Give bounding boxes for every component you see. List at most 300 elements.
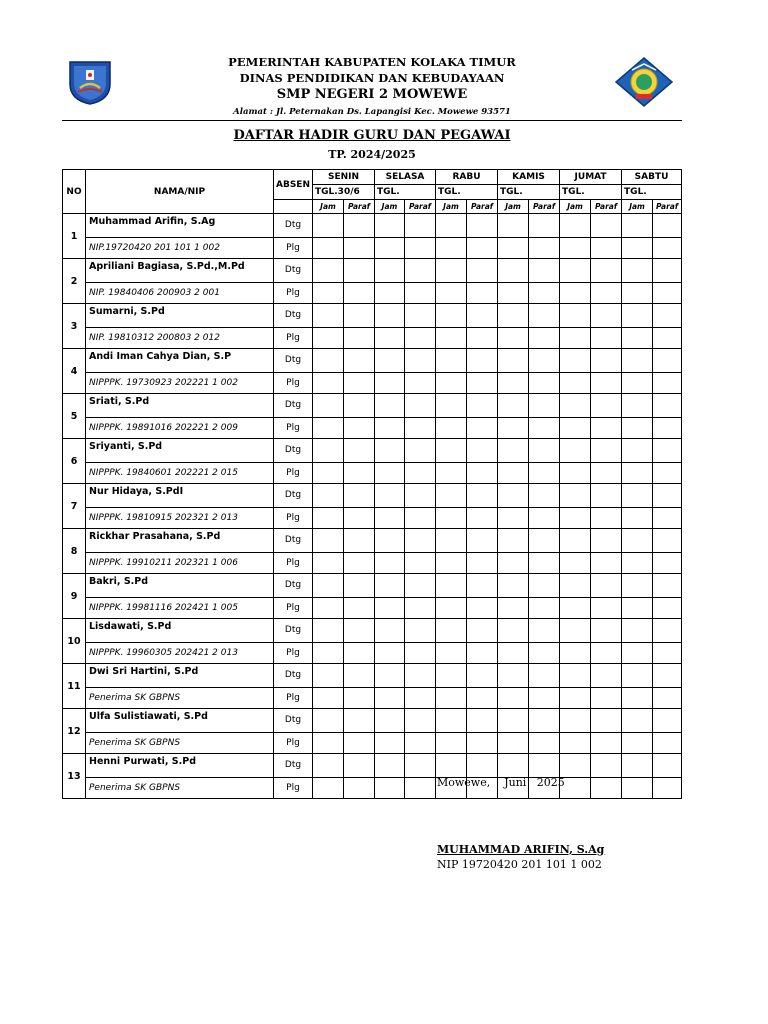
jam-cell[interactable] xyxy=(498,642,529,664)
jam-cell[interactable] xyxy=(313,484,344,508)
jam-cell[interactable] xyxy=(436,259,467,283)
paraf-cell[interactable] xyxy=(591,709,622,733)
jam-cell[interactable] xyxy=(560,732,591,754)
paraf-cell[interactable] xyxy=(529,529,560,553)
jam-cell[interactable] xyxy=(375,394,405,418)
jam-cell[interactable] xyxy=(498,282,529,304)
paraf-cell[interactable] xyxy=(344,642,375,664)
paraf-cell[interactable] xyxy=(653,687,682,709)
paraf-cell[interactable] xyxy=(591,394,622,418)
jam-cell[interactable] xyxy=(498,619,529,643)
jam-cell[interactable] xyxy=(622,574,653,598)
jam-cell[interactable] xyxy=(436,732,467,754)
paraf-cell[interactable] xyxy=(591,282,622,304)
paraf-cell[interactable] xyxy=(591,259,622,283)
jam-cell[interactable] xyxy=(498,597,529,619)
jam-cell[interactable] xyxy=(436,237,467,259)
jam-cell[interactable] xyxy=(498,507,529,529)
paraf-cell[interactable] xyxy=(653,709,682,733)
paraf-cell[interactable] xyxy=(529,754,560,778)
paraf-cell[interactable] xyxy=(653,214,682,238)
paraf-cell[interactable] xyxy=(405,372,436,394)
jam-cell[interactable] xyxy=(313,529,344,553)
paraf-cell[interactable] xyxy=(405,574,436,598)
paraf-cell[interactable] xyxy=(653,439,682,463)
paraf-cell[interactable] xyxy=(591,214,622,238)
paraf-cell[interactable] xyxy=(405,709,436,733)
paraf-cell[interactable] xyxy=(344,237,375,259)
paraf-cell[interactable] xyxy=(344,417,375,439)
paraf-cell[interactable] xyxy=(344,484,375,508)
jam-cell[interactable] xyxy=(560,597,591,619)
paraf-cell[interactable] xyxy=(591,327,622,349)
jam-cell[interactable] xyxy=(498,529,529,553)
paraf-cell[interactable] xyxy=(405,754,436,778)
jam-cell[interactable] xyxy=(313,282,344,304)
jam-cell[interactable] xyxy=(436,484,467,508)
jam-cell[interactable] xyxy=(498,349,529,373)
paraf-cell[interactable] xyxy=(405,417,436,439)
jam-cell[interactable] xyxy=(375,282,405,304)
paraf-cell[interactable] xyxy=(529,304,560,328)
paraf-cell[interactable] xyxy=(653,484,682,508)
paraf-cell[interactable] xyxy=(467,552,498,574)
jam-cell[interactable] xyxy=(498,259,529,283)
paraf-cell[interactable] xyxy=(405,619,436,643)
paraf-cell[interactable] xyxy=(591,552,622,574)
jam-cell[interactable] xyxy=(313,394,344,418)
paraf-cell[interactable] xyxy=(344,439,375,463)
paraf-cell[interactable] xyxy=(467,327,498,349)
jam-cell[interactable] xyxy=(622,597,653,619)
jam-cell[interactable] xyxy=(375,439,405,463)
paraf-cell[interactable] xyxy=(405,507,436,529)
paraf-cell[interactable] xyxy=(405,439,436,463)
jam-cell[interactable] xyxy=(498,462,529,484)
paraf-cell[interactable] xyxy=(344,507,375,529)
paraf-cell[interactable] xyxy=(529,732,560,754)
jam-cell[interactable] xyxy=(313,574,344,598)
paraf-cell[interactable] xyxy=(529,597,560,619)
jam-cell[interactable] xyxy=(560,259,591,283)
paraf-cell[interactable] xyxy=(405,304,436,328)
jam-cell[interactable] xyxy=(313,619,344,643)
paraf-cell[interactable] xyxy=(529,372,560,394)
jam-cell[interactable] xyxy=(375,462,405,484)
jam-cell[interactable] xyxy=(436,462,467,484)
jam-cell[interactable] xyxy=(313,237,344,259)
jam-cell[interactable] xyxy=(560,282,591,304)
paraf-cell[interactable] xyxy=(344,664,375,688)
jam-cell[interactable] xyxy=(436,597,467,619)
jam-cell[interactable] xyxy=(498,754,529,778)
paraf-cell[interactable] xyxy=(529,327,560,349)
paraf-cell[interactable] xyxy=(467,754,498,778)
paraf-cell[interactable] xyxy=(529,282,560,304)
jam-cell[interactable] xyxy=(622,327,653,349)
jam-cell[interactable] xyxy=(375,259,405,283)
jam-cell[interactable] xyxy=(375,484,405,508)
paraf-cell[interactable] xyxy=(529,552,560,574)
paraf-cell[interactable] xyxy=(653,754,682,778)
paraf-cell[interactable] xyxy=(653,664,682,688)
paraf-cell[interactable] xyxy=(405,687,436,709)
paraf-cell[interactable] xyxy=(344,394,375,418)
jam-cell[interactable] xyxy=(560,327,591,349)
paraf-cell[interactable] xyxy=(344,462,375,484)
paraf-cell[interactable] xyxy=(344,529,375,553)
jam-cell[interactable] xyxy=(622,664,653,688)
jam-cell[interactable] xyxy=(375,574,405,598)
jam-cell[interactable] xyxy=(375,372,405,394)
jam-cell[interactable] xyxy=(560,619,591,643)
jam-cell[interactable] xyxy=(436,687,467,709)
paraf-cell[interactable] xyxy=(467,732,498,754)
jam-cell[interactable] xyxy=(560,349,591,373)
jam-cell[interactable] xyxy=(436,304,467,328)
paraf-cell[interactable] xyxy=(529,619,560,643)
paraf-cell[interactable] xyxy=(529,237,560,259)
paraf-cell[interactable] xyxy=(529,349,560,373)
paraf-cell[interactable] xyxy=(591,777,622,799)
jam-cell[interactable] xyxy=(622,304,653,328)
paraf-cell[interactable] xyxy=(653,282,682,304)
paraf-cell[interactable] xyxy=(344,619,375,643)
jam-cell[interactable] xyxy=(375,349,405,373)
jam-cell[interactable] xyxy=(498,417,529,439)
paraf-cell[interactable] xyxy=(653,597,682,619)
jam-cell[interactable] xyxy=(622,529,653,553)
jam-cell[interactable] xyxy=(313,664,344,688)
jam-cell[interactable] xyxy=(560,552,591,574)
paraf-cell[interactable] xyxy=(344,754,375,778)
jam-cell[interactable] xyxy=(560,394,591,418)
jam-cell[interactable] xyxy=(436,529,467,553)
paraf-cell[interactable] xyxy=(653,394,682,418)
paraf-cell[interactable] xyxy=(467,237,498,259)
paraf-cell[interactable] xyxy=(591,732,622,754)
jam-cell[interactable] xyxy=(560,214,591,238)
jam-cell[interactable] xyxy=(560,574,591,598)
jam-cell[interactable] xyxy=(313,327,344,349)
paraf-cell[interactable] xyxy=(467,259,498,283)
paraf-cell[interactable] xyxy=(591,484,622,508)
paraf-cell[interactable] xyxy=(467,529,498,553)
jam-cell[interactable] xyxy=(560,664,591,688)
paraf-cell[interactable] xyxy=(405,214,436,238)
jam-cell[interactable] xyxy=(375,664,405,688)
jam-cell[interactable] xyxy=(622,462,653,484)
paraf-cell[interactable] xyxy=(344,214,375,238)
paraf-cell[interactable] xyxy=(344,282,375,304)
jam-cell[interactable] xyxy=(375,777,405,799)
paraf-cell[interactable] xyxy=(653,529,682,553)
jam-cell[interactable] xyxy=(498,327,529,349)
jam-cell[interactable] xyxy=(498,552,529,574)
jam-cell[interactable] xyxy=(560,484,591,508)
jam-cell[interactable] xyxy=(436,327,467,349)
jam-cell[interactable] xyxy=(436,394,467,418)
paraf-cell[interactable] xyxy=(467,619,498,643)
paraf-cell[interactable] xyxy=(529,709,560,733)
jam-cell[interactable] xyxy=(313,687,344,709)
jam-cell[interactable] xyxy=(313,642,344,664)
jam-cell[interactable] xyxy=(560,237,591,259)
paraf-cell[interactable] xyxy=(529,417,560,439)
jam-cell[interactable] xyxy=(313,304,344,328)
paraf-cell[interactable] xyxy=(529,484,560,508)
paraf-cell[interactable] xyxy=(405,664,436,688)
paraf-cell[interactable] xyxy=(653,462,682,484)
jam-cell[interactable] xyxy=(375,709,405,733)
paraf-cell[interactable] xyxy=(653,642,682,664)
paraf-cell[interactable] xyxy=(591,507,622,529)
paraf-cell[interactable] xyxy=(653,619,682,643)
jam-cell[interactable] xyxy=(498,574,529,598)
paraf-cell[interactable] xyxy=(344,259,375,283)
paraf-cell[interactable] xyxy=(405,484,436,508)
jam-cell[interactable] xyxy=(498,304,529,328)
paraf-cell[interactable] xyxy=(591,529,622,553)
jam-cell[interactable] xyxy=(560,529,591,553)
jam-cell[interactable] xyxy=(560,709,591,733)
paraf-cell[interactable] xyxy=(591,687,622,709)
paraf-cell[interactable] xyxy=(405,552,436,574)
paraf-cell[interactable] xyxy=(653,259,682,283)
jam-cell[interactable] xyxy=(622,349,653,373)
jam-cell[interactable] xyxy=(436,574,467,598)
jam-cell[interactable] xyxy=(622,394,653,418)
paraf-cell[interactable] xyxy=(344,709,375,733)
jam-cell[interactable] xyxy=(313,552,344,574)
jam-cell[interactable] xyxy=(436,642,467,664)
paraf-cell[interactable] xyxy=(467,282,498,304)
jam-cell[interactable] xyxy=(375,552,405,574)
jam-cell[interactable] xyxy=(313,259,344,283)
paraf-cell[interactable] xyxy=(405,462,436,484)
jam-cell[interactable] xyxy=(622,439,653,463)
jam-cell[interactable] xyxy=(498,439,529,463)
jam-cell[interactable] xyxy=(436,372,467,394)
jam-cell[interactable] xyxy=(560,507,591,529)
jam-cell[interactable] xyxy=(375,304,405,328)
jam-cell[interactable] xyxy=(498,237,529,259)
paraf-cell[interactable] xyxy=(529,439,560,463)
jam-cell[interactable] xyxy=(498,732,529,754)
paraf-cell[interactable] xyxy=(653,327,682,349)
jam-cell[interactable] xyxy=(436,754,467,778)
paraf-cell[interactable] xyxy=(529,214,560,238)
jam-cell[interactable] xyxy=(622,619,653,643)
jam-cell[interactable] xyxy=(313,439,344,463)
jam-cell[interactable] xyxy=(313,372,344,394)
paraf-cell[interactable] xyxy=(653,732,682,754)
paraf-cell[interactable] xyxy=(591,349,622,373)
paraf-cell[interactable] xyxy=(344,372,375,394)
paraf-cell[interactable] xyxy=(529,664,560,688)
jam-cell[interactable] xyxy=(313,349,344,373)
paraf-cell[interactable] xyxy=(344,777,375,799)
jam-cell[interactable] xyxy=(375,529,405,553)
paraf-cell[interactable] xyxy=(467,484,498,508)
paraf-cell[interactable] xyxy=(405,394,436,418)
paraf-cell[interactable] xyxy=(467,417,498,439)
jam-cell[interactable] xyxy=(498,372,529,394)
paraf-cell[interactable] xyxy=(591,372,622,394)
paraf-cell[interactable] xyxy=(467,372,498,394)
jam-cell[interactable] xyxy=(560,642,591,664)
jam-cell[interactable] xyxy=(498,394,529,418)
paraf-cell[interactable] xyxy=(405,327,436,349)
jam-cell[interactable] xyxy=(375,597,405,619)
paraf-cell[interactable] xyxy=(591,664,622,688)
paraf-cell[interactable] xyxy=(591,574,622,598)
jam-cell[interactable] xyxy=(436,439,467,463)
paraf-cell[interactable] xyxy=(467,574,498,598)
jam-cell[interactable] xyxy=(313,417,344,439)
jam-cell[interactable] xyxy=(375,327,405,349)
jam-cell[interactable] xyxy=(622,282,653,304)
jam-cell[interactable] xyxy=(622,687,653,709)
paraf-cell[interactable] xyxy=(405,777,436,799)
jam-cell[interactable] xyxy=(436,282,467,304)
jam-cell[interactable] xyxy=(313,214,344,238)
jam-cell[interactable] xyxy=(375,754,405,778)
paraf-cell[interactable] xyxy=(467,597,498,619)
jam-cell[interactable] xyxy=(375,214,405,238)
jam-cell[interactable] xyxy=(375,619,405,643)
jam-cell[interactable] xyxy=(622,214,653,238)
paraf-cell[interactable] xyxy=(529,574,560,598)
paraf-cell[interactable] xyxy=(591,754,622,778)
jam-cell[interactable] xyxy=(622,754,653,778)
paraf-cell[interactable] xyxy=(467,507,498,529)
paraf-cell[interactable] xyxy=(591,304,622,328)
paraf-cell[interactable] xyxy=(467,349,498,373)
paraf-cell[interactable] xyxy=(344,597,375,619)
jam-cell[interactable] xyxy=(622,417,653,439)
paraf-cell[interactable] xyxy=(591,237,622,259)
paraf-cell[interactable] xyxy=(405,732,436,754)
jam-cell[interactable] xyxy=(313,754,344,778)
paraf-cell[interactable] xyxy=(591,597,622,619)
jam-cell[interactable] xyxy=(622,777,653,799)
jam-cell[interactable] xyxy=(313,462,344,484)
paraf-cell[interactable] xyxy=(405,259,436,283)
jam-cell[interactable] xyxy=(560,754,591,778)
paraf-cell[interactable] xyxy=(344,732,375,754)
paraf-cell[interactable] xyxy=(344,552,375,574)
paraf-cell[interactable] xyxy=(529,642,560,664)
paraf-cell[interactable] xyxy=(653,349,682,373)
paraf-cell[interactable] xyxy=(529,259,560,283)
jam-cell[interactable] xyxy=(436,619,467,643)
jam-cell[interactable] xyxy=(498,664,529,688)
jam-cell[interactable] xyxy=(313,597,344,619)
paraf-cell[interactable] xyxy=(405,237,436,259)
paraf-cell[interactable] xyxy=(405,529,436,553)
paraf-cell[interactable] xyxy=(467,664,498,688)
jam-cell[interactable] xyxy=(622,259,653,283)
paraf-cell[interactable] xyxy=(653,552,682,574)
jam-cell[interactable] xyxy=(498,484,529,508)
jam-cell[interactable] xyxy=(375,687,405,709)
jam-cell[interactable] xyxy=(375,732,405,754)
jam-cell[interactable] xyxy=(498,214,529,238)
paraf-cell[interactable] xyxy=(529,687,560,709)
jam-cell[interactable] xyxy=(436,214,467,238)
jam-cell[interactable] xyxy=(498,709,529,733)
jam-cell[interactable] xyxy=(622,552,653,574)
paraf-cell[interactable] xyxy=(467,394,498,418)
paraf-cell[interactable] xyxy=(467,439,498,463)
jam-cell[interactable] xyxy=(375,417,405,439)
paraf-cell[interactable] xyxy=(344,574,375,598)
paraf-cell[interactable] xyxy=(653,237,682,259)
paraf-cell[interactable] xyxy=(467,687,498,709)
jam-cell[interactable] xyxy=(313,732,344,754)
jam-cell[interactable] xyxy=(498,687,529,709)
jam-cell[interactable] xyxy=(560,439,591,463)
paraf-cell[interactable] xyxy=(467,642,498,664)
jam-cell[interactable] xyxy=(560,372,591,394)
paraf-cell[interactable] xyxy=(344,327,375,349)
paraf-cell[interactable] xyxy=(529,394,560,418)
paraf-cell[interactable] xyxy=(653,574,682,598)
jam-cell[interactable] xyxy=(375,237,405,259)
jam-cell[interactable] xyxy=(560,687,591,709)
paraf-cell[interactable] xyxy=(344,349,375,373)
jam-cell[interactable] xyxy=(622,732,653,754)
paraf-cell[interactable] xyxy=(467,214,498,238)
paraf-cell[interactable] xyxy=(405,349,436,373)
jam-cell[interactable] xyxy=(560,417,591,439)
jam-cell[interactable] xyxy=(622,507,653,529)
paraf-cell[interactable] xyxy=(529,462,560,484)
jam-cell[interactable] xyxy=(436,664,467,688)
paraf-cell[interactable] xyxy=(467,462,498,484)
jam-cell[interactable] xyxy=(313,777,344,799)
jam-cell[interactable] xyxy=(436,417,467,439)
paraf-cell[interactable] xyxy=(591,462,622,484)
jam-cell[interactable] xyxy=(622,484,653,508)
paraf-cell[interactable] xyxy=(653,777,682,799)
jam-cell[interactable] xyxy=(313,507,344,529)
jam-cell[interactable] xyxy=(375,507,405,529)
paraf-cell[interactable] xyxy=(467,709,498,733)
paraf-cell[interactable] xyxy=(467,304,498,328)
paraf-cell[interactable] xyxy=(591,417,622,439)
paraf-cell[interactable] xyxy=(591,642,622,664)
paraf-cell[interactable] xyxy=(653,507,682,529)
jam-cell[interactable] xyxy=(436,552,467,574)
jam-cell[interactable] xyxy=(313,709,344,733)
jam-cell[interactable] xyxy=(622,709,653,733)
paraf-cell[interactable] xyxy=(653,417,682,439)
jam-cell[interactable] xyxy=(375,642,405,664)
paraf-cell[interactable] xyxy=(591,619,622,643)
jam-cell[interactable] xyxy=(622,372,653,394)
paraf-cell[interactable] xyxy=(344,304,375,328)
jam-cell[interactable] xyxy=(622,642,653,664)
paraf-cell[interactable] xyxy=(591,439,622,463)
paraf-cell[interactable] xyxy=(529,507,560,529)
jam-cell[interactable] xyxy=(436,709,467,733)
jam-cell[interactable] xyxy=(560,304,591,328)
paraf-cell[interactable] xyxy=(405,642,436,664)
paraf-cell[interactable] xyxy=(344,687,375,709)
jam-cell[interactable] xyxy=(436,507,467,529)
